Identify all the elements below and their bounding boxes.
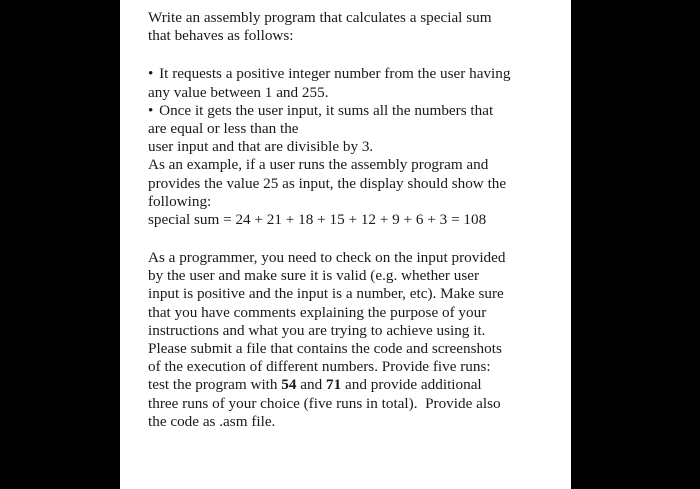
runs-text-after: and provide additional [341, 376, 482, 394]
example-sum-line: special sum = 24 + 21 + 18 + 15 + 12 + 9 + 6 + 3 = 108 [148, 210, 487, 228]
intro-line-1: Write an assembly program that calculates a special sum [148, 9, 492, 26]
instructions-line-7: of the execution of different numbers. Provide five runs: [148, 358, 491, 376]
example-line-3: following: [148, 192, 212, 210]
bullet-2-line-1 [148, 102, 559, 120]
instructions-line-6: Please submit a file that contains the code and screenshots [148, 340, 502, 357]
example-line-1: As an example, if a user runs the assembly program and [148, 156, 489, 174]
instructions-line-5: instructions and what you are trying to achieve using it. [148, 321, 486, 339]
bullet-1-line-1 [148, 65, 559, 83]
bullet-2-line-3: user input and that are divisible by 3. [148, 138, 374, 156]
intro-line-2: that behaves as follows: [148, 27, 294, 45]
runs-line [148, 376, 559, 394]
bullet-icon: • [148, 101, 154, 119]
instructions-line-1: As a programmer, you need to check on the input provided [148, 249, 506, 267]
bullet-2-text: Once it gets the user input, it sums all the numbers that [159, 101, 494, 119]
run-number-54: 54 [281, 376, 297, 394]
bullet-icon: • [148, 65, 154, 83]
bullet-1-line-2: any value between 1 and 255. [148, 83, 329, 101]
closing-line-1: three runs of your choice (five runs in total). Provide also [148, 394, 501, 412]
instructions-line-3: input is positive and the input is a number, etc). Make sure [148, 285, 504, 303]
runs-text-before: test the program with [148, 376, 282, 394]
example-line-2: provides the value 25 as input, the display should show the [148, 174, 507, 192]
bullet-2-line-2: are equal or less than the [148, 119, 299, 137]
paragraph-gap [148, 229, 559, 249]
instructions-line-4: that you have comments explaining the purpose of your [148, 303, 487, 321]
run-number-71: 71 [326, 376, 342, 394]
document-page [120, 0, 571, 489]
instructions-line-2: by the user and make sure it is valid (e.g. whether user [148, 267, 480, 285]
runs-text-mid: and [296, 376, 327, 394]
paragraph-gap [148, 45, 559, 65]
bullet-1-text: It requests a positive integer number from the user having [159, 65, 511, 83]
closing-line-2: the code as .asm file. [148, 412, 276, 430]
